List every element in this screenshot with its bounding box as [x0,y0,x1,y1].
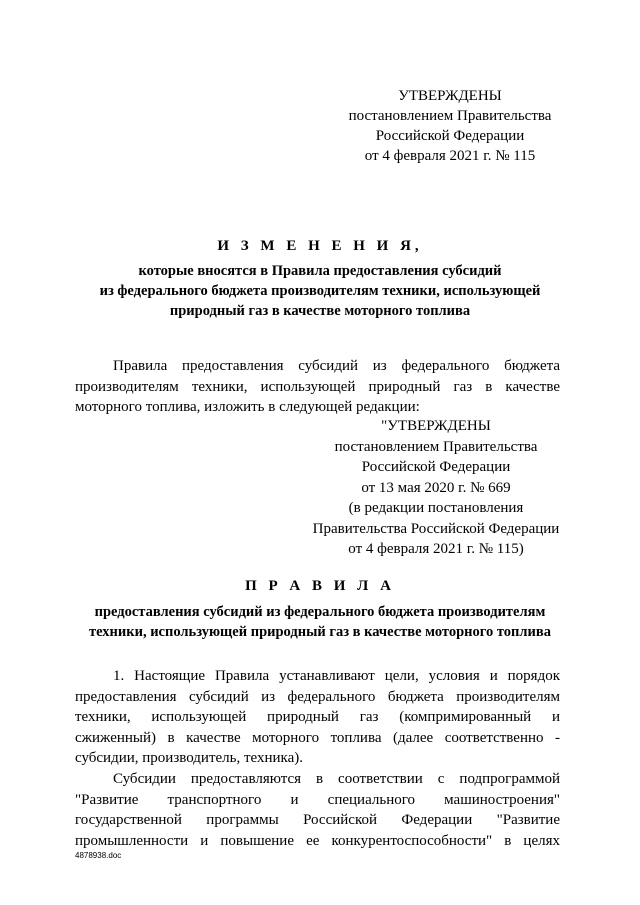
approval-line-1: УТВЕРЖДЕНЫ [398,88,502,104]
item2-line-4: промышленности и повышение ее конкурентоспособности" в целях [75,832,560,849]
item2-line-1: Субсидии предоставляются в соответствии с подпрограммой [113,771,560,787]
intro-line-1: Правила предоставления субсидий из федерального бюджета [113,358,560,374]
item1-line-2: предоставления субсидий из федерального бюджета производителям [75,688,560,705]
changes-subtitle-line-2: из федерального бюджета производителям техники, использующей [99,283,541,299]
approval-line-4: от 4 февраля 2021 г. № 115 [364,148,536,164]
item2-line-2: "Развитие транспортного и специального машиностроения" [75,791,560,808]
item1-line-4: сжиженный) в качестве моторного топлива (далее соответственно - [75,729,560,746]
item1-line-1: 1. Настоящие Правила устанавливают цели, условия и порядок [113,668,560,684]
quoted-approval-line-4: от 13 мая 2020 г. № 669 [361,479,511,496]
changes-subtitle [70,261,570,321]
quoted-approval-stamp [300,416,572,560]
rules-subtitle [60,602,580,642]
quoted-approval-line-7: от 4 февраля 2021 г. № 115) [348,541,524,557]
footer-filename: 4878938.doc [75,851,122,860]
item2-line-3: государственной программы Российской Федерации "Развитие [75,812,560,829]
intro-line-2: производителям техники, использующей природный газ в качестве [75,378,560,395]
changes-subtitle-line-1: которые вносятся в Правила предоставления субсидий [138,263,502,279]
quoted-approval-line-5: (в редакции постановления [348,500,524,516]
quoted-approval-line-3: Российской Федерации [361,459,511,475]
item1-line-5: субсидии, производитель, техника). [75,750,304,767]
intro-paragraph [75,356,560,418]
approval-stamp [330,86,570,166]
rules-subtitle-line-1: предоставления субсидий из федерального бюджета производителям [94,604,546,620]
quoted-approval-line-6: Правительства Российской Федерации [312,520,560,537]
intro-line-3: моторного топлива, изложить в следующей редакции: [75,399,420,415]
quoted-approval-line-2: постановлением Правительства [334,438,538,455]
changes-title: И З М Е Н Е Н И Я, [217,238,423,254]
rules-subtitle-line-2: техники, использующей природный газ в качестве моторного топлива [89,624,551,640]
rule-item-2 [75,769,560,851]
approval-line-2: постановлением Правительства [348,108,552,124]
rules-title: П Р А В И Л А [245,578,395,594]
item1-line-3: техники, использующей природный газ (компримированный и [75,709,560,726]
approval-line-3: Российской Федерации [375,128,525,144]
quoted-approval-line-1: "УТВЕРЖДЕНЫ [381,418,491,434]
rule-item-1 [75,666,560,769]
changes-subtitle-line-3: природный газ в качестве моторного топлива [169,303,471,319]
